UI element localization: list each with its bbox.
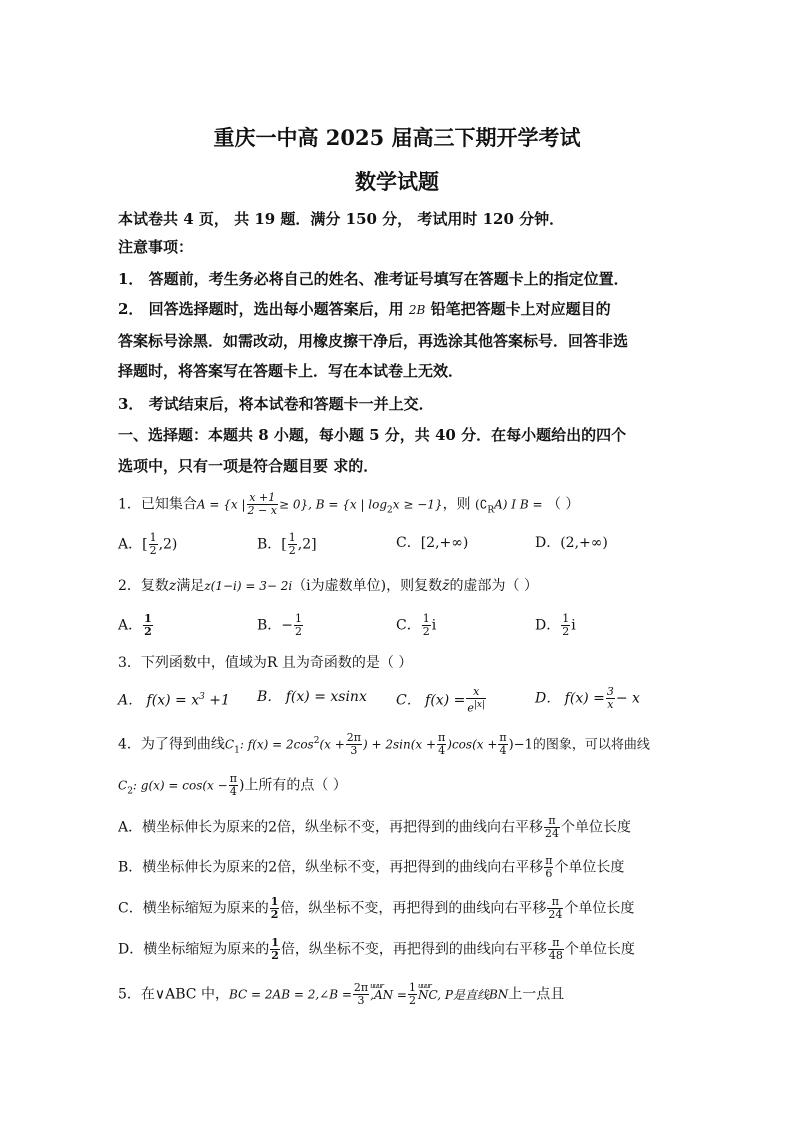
- question-1: 1．已知集合A = {x | $\frac{x +1}{2 - x}$ ≥ 0}, B = {x | $\log_2x \ge -1$}，则 $(∁_RA)$ I B = （ ）: [118, 491, 580, 517]
- pencil-grade: 2B: [408, 303, 426, 317]
- q1-option-d[interactable]: D．(2,+∞): [535, 535, 608, 551]
- q3-option-a[interactable]: A． $f(x) = x^3 +1$: [118, 692, 230, 709]
- question-4-line-1: 4．为了得到曲线$C_1$: $f(x) = 2\cos^2(x$ + $\frac{2\pi}{3}$ ) + 2sin(x + $\frac{\pi}{4}$ )cos(x + $\frac{\pi}{4}$ )−1的图象，可以将曲线: [118, 731, 650, 758]
- q1-option-a[interactable]: A．[ $\frac{1}{2}$ ,2): [118, 531, 178, 557]
- q4-option-d[interactable]: D．横坐标缩短为原来的 $\frac{1}{2}$ 倍，纵坐标不变，再把得到的曲线向右平移 $\frac{\pi}{48}$ 个单位长度: [118, 936, 635, 962]
- q3-option-c[interactable]: C． f(x) = $\frac{x}{e^{|x|}}$: [396, 685, 485, 715]
- q4-option-b[interactable]: B．横坐标伸长为原来的2倍，纵坐标不变，再把得到的曲线向右平移 $\frac{\pi}{6}$ 个单位长度: [118, 854, 625, 880]
- q2-option-a[interactable]: A． $\frac{1}{2}$: [118, 612, 152, 638]
- notes-heading: 注意事项：: [118, 238, 194, 256]
- note-2-line-1: 2． 回答选择题时，选出每小题答案后，用 2B 铅笔把答题卡上对应题目的: [118, 300, 611, 318]
- section-heading-line-2: 选项中，只有一项是符合题目要 求的．: [118, 457, 379, 475]
- section-heading-line-1: 一、选择题：本题共 8 小题，每小题 5 分，共 40 分．在每小题给出的四个: [118, 426, 627, 444]
- question-4-line-2: $C_2$: g(x) = cos(x − $\frac{\pi}{4}$ )上所有的点（ ）: [118, 772, 347, 798]
- q3-option-b[interactable]: B． f(x) = xsinx: [257, 689, 367, 705]
- page-subtitle: 数学试题: [355, 169, 439, 194]
- q1-option-b[interactable]: B．[ $\frac{1}{2}$ ,2]: [257, 531, 317, 557]
- q1-option-c[interactable]: C．[2,+∞): [396, 535, 469, 551]
- q4-option-a[interactable]: A．横坐标伸长为原来的2倍，纵坐标不变，再把得到的曲线向右平移 $\frac{\pi}{24}$ 个单位长度: [118, 814, 632, 840]
- question-3: 3．下列函数中，值域为R 且为奇函数的是（ ）: [118, 655, 413, 671]
- note-1: 1． 答题前，考生务必将自己的姓名、准考证号填写在答题卡上的指定位置．: [118, 270, 629, 288]
- page-title: 重庆一中高 2025 届高三下期开学考试: [213, 125, 581, 150]
- q3-option-d[interactable]: D． f(x) = $\frac{3}{x}$ − x: [535, 685, 640, 711]
- exam-summary: 本试卷共 4 页， 共 19 题．满分 150 分， 考试用时 120 分钟．: [118, 210, 565, 228]
- note-3: 3． 考试结束后，将本试卷和答题卡一并上交．: [118, 395, 434, 413]
- q2-option-b[interactable]: B．− $\frac{1}{2}$: [257, 612, 303, 638]
- q2-option-d[interactable]: D． $\frac{1}{2}$ i: [535, 612, 576, 638]
- q4-option-c[interactable]: C．横坐标缩短为原来的 $\frac{1}{2}$ 倍，纵坐标不变，再把得到的曲线向右平移 $\frac{\pi}{24}$ 个单位长度: [118, 895, 635, 921]
- question-2: 2．复数z满足z(1−i) = 3− 2i（i为虚数单位)，则复数z̄的虚部为（ ）: [118, 578, 538, 594]
- question-5: 5．在∨ABC 中，BC = 2AB = 2,∠B = $\frac{2\pi}{3}$ uuur ,AN = $\frac{1}{2}$ uuur NC, P是直线BN上一点且: [118, 982, 678, 1007]
- note-2-line-3: 择题时，将答案写在答题卡上．写在本试卷上无效．: [118, 362, 464, 380]
- q2-option-c[interactable]: C． $\frac{1}{2}$ i: [396, 612, 437, 638]
- note-2-line-2: 答案标号涂黑．如需改动，用橡皮擦干净后，再选涂其他答案标号．回答非选: [118, 332, 629, 350]
